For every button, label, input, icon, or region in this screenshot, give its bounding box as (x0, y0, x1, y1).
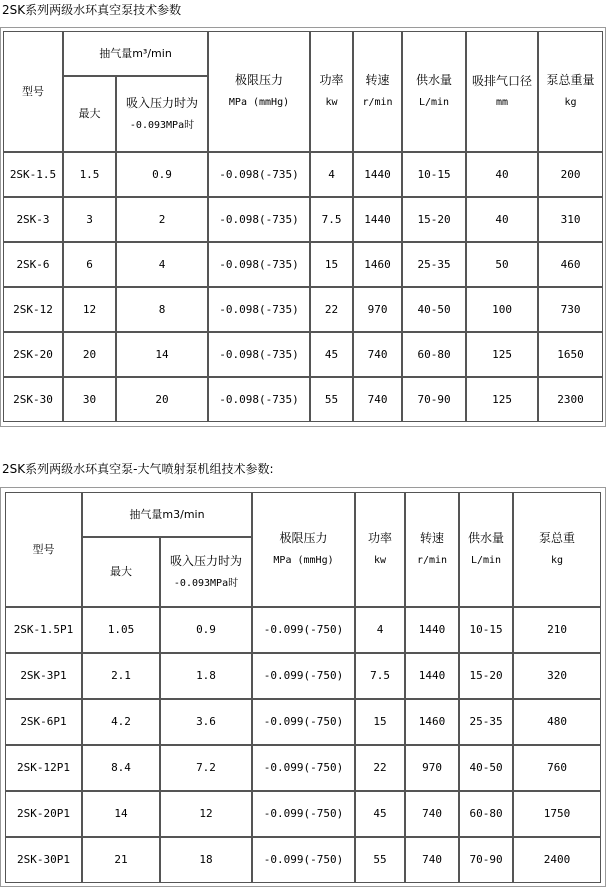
t2-header-flow-max: 最大 (82, 537, 160, 607)
cell-water: 70-90 (402, 377, 466, 422)
cell-limit: -0.098(-735) (208, 242, 310, 287)
cell-model: 2SK-12 (3, 287, 63, 332)
cell-water: 70-90 (459, 837, 513, 883)
t2-header-flow-at-line2: -0.093MPa时 (173, 577, 239, 589)
cell-power: 4 (310, 152, 353, 197)
table2 (5, 492, 601, 883)
t1-header-speed-unit: r/min (362, 97, 393, 108)
cell-limit: -0.098(-735) (208, 287, 310, 332)
cell-speed: 740 (405, 791, 459, 837)
cell-at093: 18 (160, 837, 252, 883)
cell-max: 14 (82, 791, 160, 837)
cell-model: 2SK-1.5P1 (5, 607, 82, 653)
cell-speed: 1440 (353, 152, 402, 197)
cell-water: 10-15 (402, 152, 466, 197)
cell-port: 100 (466, 287, 538, 332)
cell-limit: -0.099(-750) (252, 745, 355, 791)
t1-header-flow-at-line2: -0.093MPa时 (129, 119, 195, 131)
t1-header-limit-label: 极限压力 (235, 73, 284, 87)
t1-header-speed-label: 转速 (365, 73, 390, 87)
t1-header-water (402, 31, 466, 152)
cell-speed: 1460 (405, 699, 459, 745)
t2-header-weight (513, 492, 601, 607)
t1-header-flow-max: 最大 (63, 76, 116, 152)
table-row (3, 197, 603, 242)
cell-water: 15-20 (459, 653, 513, 699)
t1-header-flow-at (116, 76, 208, 152)
cell-limit: -0.099(-750) (252, 837, 355, 883)
cell-port: 125 (466, 377, 538, 422)
t1-header-weight-label: 泵总重量 (546, 73, 595, 87)
table-row (5, 607, 601, 653)
cell-power: 55 (355, 837, 405, 883)
cell-weight: 1750 (513, 791, 601, 837)
t2-header-speed (405, 492, 459, 607)
t1-header-flow: 抽气量m³/min (63, 31, 208, 76)
t2-header-water-label: 供水量 (468, 531, 505, 545)
cell-speed: 740 (353, 377, 402, 422)
t1-header-weight (538, 31, 603, 152)
table1-title: 2SK系列两级水环真空泵技术参数 (2, 3, 182, 17)
cell-weight: 480 (513, 699, 601, 745)
t2-header-speed-unit: r/min (416, 555, 448, 566)
cell-model: 2SK-6 (3, 242, 63, 287)
cell-model: 2SK-1.5 (3, 152, 63, 197)
cell-max: 30 (63, 377, 116, 422)
table2-title: 2SK系列两级水环真空泵-大气喷射泵机组技术参数: (2, 462, 274, 476)
cell-speed: 740 (353, 332, 402, 377)
t1-header-model: 型号 (3, 31, 63, 152)
cell-limit: -0.099(-750) (252, 791, 355, 837)
t1-header-power-unit: kw (325, 97, 338, 108)
cell-model: 2SK-12P1 (5, 745, 82, 791)
cell-water: 25-35 (402, 242, 466, 287)
cell-power: 45 (310, 332, 353, 377)
cell-model: 2SK-20 (3, 332, 63, 377)
cell-power: 15 (355, 699, 405, 745)
table-row (3, 152, 603, 197)
cell-port: 50 (466, 242, 538, 287)
cell-model: 2SK-30 (3, 377, 63, 422)
cell-power: 7.5 (310, 197, 353, 242)
cell-at093: 12 (160, 791, 252, 837)
table-row (5, 699, 601, 745)
cell-max: 8.4 (82, 745, 160, 791)
cell-speed: 970 (353, 287, 402, 332)
cell-limit: -0.099(-750) (252, 699, 355, 745)
cell-port: 40 (466, 197, 538, 242)
cell-weight: 460 (538, 242, 603, 287)
cell-water: 10-15 (459, 607, 513, 653)
cell-power: 45 (355, 791, 405, 837)
t1-header-water-label: 供水量 (416, 73, 453, 87)
cell-limit: -0.098(-735) (208, 197, 310, 242)
cell-speed: 970 (405, 745, 459, 791)
cell-water: 60-80 (459, 791, 513, 837)
table-row (3, 377, 603, 422)
t2-header-water-unit: L/min (470, 555, 502, 566)
t2-header-power-label: 功率 (368, 531, 393, 545)
cell-max: 1.05 (82, 607, 160, 653)
t1-header-power-label: 功率 (319, 73, 344, 87)
table-row (3, 332, 603, 377)
cell-model: 2SK-3 (3, 197, 63, 242)
cell-power: 55 (310, 377, 353, 422)
cell-max: 1.5 (63, 152, 116, 197)
t2-header-speed-label: 转速 (420, 531, 445, 545)
cell-weight: 1650 (538, 332, 603, 377)
cell-max: 20 (63, 332, 116, 377)
cell-weight: 320 (513, 653, 601, 699)
cell-speed: 1440 (405, 653, 459, 699)
t2-header-limit (252, 492, 355, 607)
cell-model: 2SK-30P1 (5, 837, 82, 883)
cell-power: 7.5 (355, 653, 405, 699)
cell-water: 60-80 (402, 332, 466, 377)
cell-max: 12 (63, 287, 116, 332)
cell-at093: 2 (116, 197, 208, 242)
cell-at093: 3.6 (160, 699, 252, 745)
t2-header-power-unit: kw (373, 555, 387, 566)
cell-max: 2.1 (82, 653, 160, 699)
cell-model: 2SK-20P1 (5, 791, 82, 837)
cell-at093: 14 (116, 332, 208, 377)
cell-max: 3 (63, 197, 116, 242)
t2-header-power (355, 492, 405, 607)
cell-limit: -0.098(-735) (208, 332, 310, 377)
t1-header-flow-at-line1: 吸入压力时为 (126, 95, 199, 110)
cell-weight: 2300 (538, 377, 603, 422)
cell-weight: 760 (513, 745, 601, 791)
cell-water: 25-35 (459, 699, 513, 745)
table-row (3, 287, 603, 332)
t1-header-port (466, 31, 538, 152)
cell-at093: 1.8 (160, 653, 252, 699)
table-row (5, 653, 601, 699)
cell-weight: 730 (538, 287, 603, 332)
cell-limit: -0.099(-750) (252, 653, 355, 699)
table-row (5, 745, 601, 791)
cell-speed: 1440 (353, 197, 402, 242)
cell-at093: 20 (116, 377, 208, 422)
t1-header-port-unit: mm (495, 96, 509, 108)
cell-power: 15 (310, 242, 353, 287)
t1-header-weight-unit: kg (564, 97, 577, 108)
table-row (5, 837, 601, 883)
cell-max: 6 (63, 242, 116, 287)
cell-at093: 7.2 (160, 745, 252, 791)
cell-model: 2SK-3P1 (5, 653, 82, 699)
cell-limit: -0.098(-735) (208, 377, 310, 422)
cell-speed: 1440 (405, 607, 459, 653)
cell-weight: 210 (513, 607, 601, 653)
cell-limit: -0.099(-750) (252, 607, 355, 653)
t2-header-flow-at (160, 537, 252, 607)
t2-header-model: 型号 (5, 492, 82, 607)
cell-weight: 200 (538, 152, 603, 197)
t1-header-port-label: 吸排气口径 (472, 73, 533, 88)
table-row (3, 242, 603, 287)
cell-speed: 1460 (353, 242, 402, 287)
cell-weight: 310 (538, 197, 603, 242)
t2-header-flow-at-line1: 吸入压力时为 (170, 553, 243, 568)
t1-header-water-unit: L/min (418, 97, 450, 108)
t1-header-limit (208, 31, 310, 152)
cell-max: 4.2 (82, 699, 160, 745)
cell-power: 22 (355, 745, 405, 791)
cell-limit: -0.098(-735) (208, 152, 310, 197)
t1-header-speed (353, 31, 402, 152)
cell-power: 22 (310, 287, 353, 332)
t2-header-flow: 抽气量m3/min (82, 492, 252, 537)
cell-at093: 8 (116, 287, 208, 332)
table1 (3, 31, 603, 422)
t1-header-limit-unit: MPa (mmHg) (228, 97, 290, 108)
t2-header-weight-unit: kg (550, 555, 564, 566)
t2-header-limit-unit: MPa (mmHg) (273, 555, 334, 566)
cell-water: 15-20 (402, 197, 466, 242)
cell-power: 4 (355, 607, 405, 653)
cell-port: 125 (466, 332, 538, 377)
cell-at093: 0.9 (160, 607, 252, 653)
cell-max: 21 (82, 837, 160, 883)
cell-at093: 4 (116, 242, 208, 287)
cell-water: 40-50 (459, 745, 513, 791)
cell-speed: 740 (405, 837, 459, 883)
t2-header-limit-label: 极限压力 (279, 531, 328, 545)
cell-water: 40-50 (402, 287, 466, 332)
cell-weight: 2400 (513, 837, 601, 883)
t2-header-water (459, 492, 513, 607)
cell-model: 2SK-6P1 (5, 699, 82, 745)
t2-header-weight-label: 泵总重 (539, 531, 576, 545)
cell-at093: 0.9 (116, 152, 208, 197)
t1-header-power (310, 31, 353, 152)
cell-port: 40 (466, 152, 538, 197)
table-row (5, 791, 601, 837)
